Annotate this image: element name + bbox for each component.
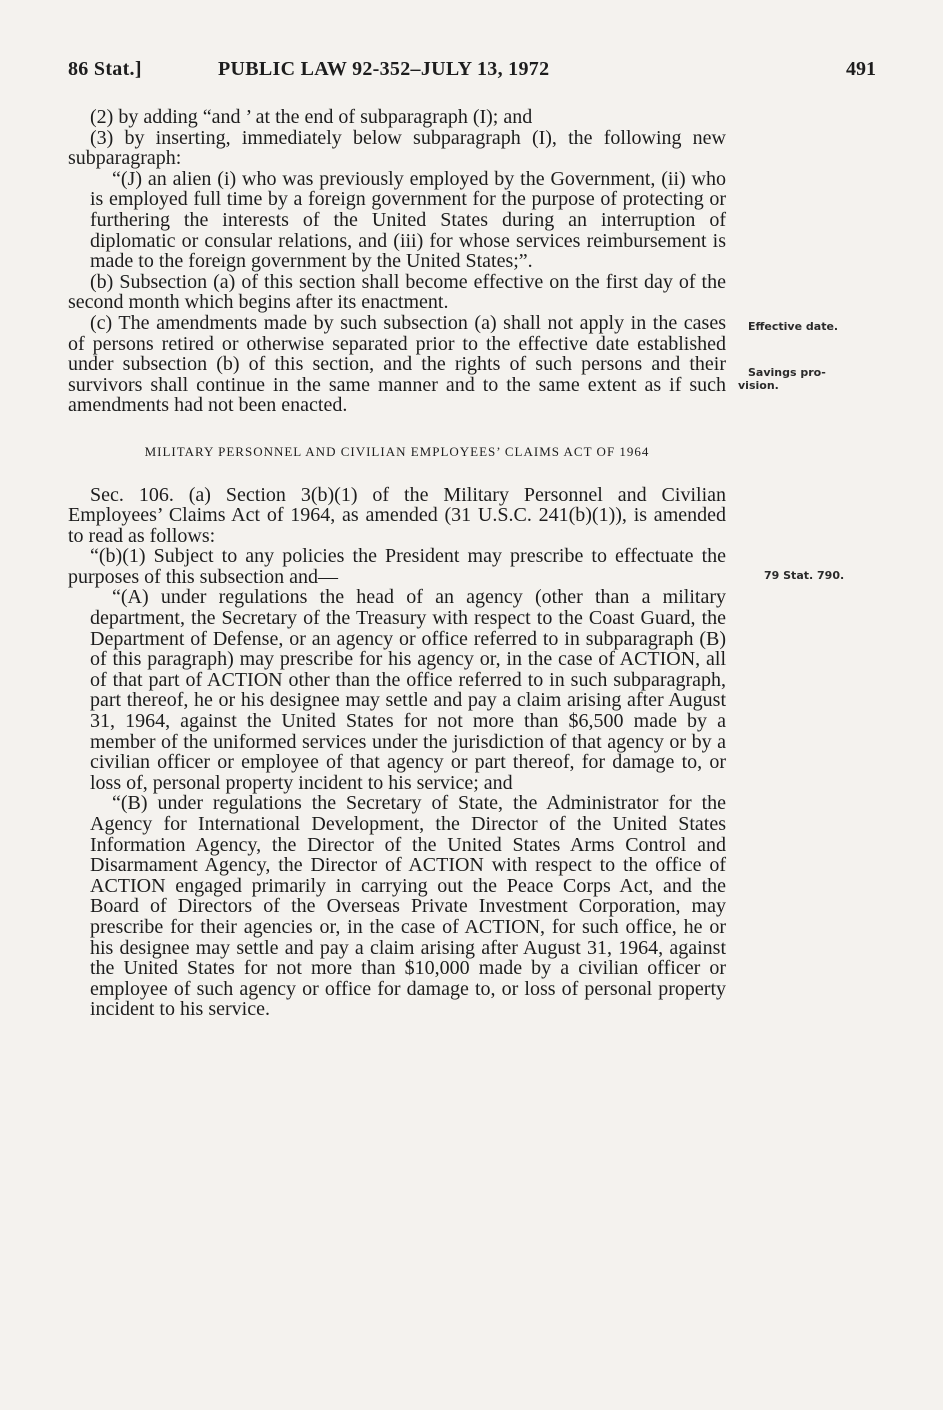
section-heading: MILITARY PERSONNEL AND CIVILIAN EMPLOYEES’ CLAIMS ACT OF 1964 xyxy=(144,443,650,459)
savings-provision-note xyxy=(738,366,826,392)
savings-provision-line1: Savings pro- xyxy=(748,366,826,379)
subparagraph-b: “(B) under regulations the Secretary of State, the Administrator for the Agency for International Development, the Director of the United States Information Agency, the Director of the United States Arms Control and Disarmament Agency, the Director of ACTION with respect to the office of ACTION engaged primarily in carrying out the Peace Corps Act, and the Board of Directors of the Overseas Private Investment Corporation, may prescribe for their agencies or, in the case of ACTION, for such office, he or his designee may settle and pay a claim arising after August 31, 1964, against the United States for not more than $10,000 made by a civilian officer or employee of such agency or office for damage to, or loss of personal property incident to his service. xyxy=(90,792,726,1021)
subparagraph-j: “(J) an alien (i) who was previously employed by the Government, (ii) who is employed full time by a foreign government for the purpose of protecting or furthering the interests of the United States during an interruption of diplomatic or consular relations, and (iii) for whose services reimbursement is made to the foreign government by the United States;”. xyxy=(90,167,726,273)
body-text xyxy=(68,107,726,1020)
subsection-c: (c) The amendments made by such subsection (a) shall not apply in the cases of persons retired or otherwise separated prior to the effective date established under subsection (b) of this section, and the rights of such persons and their survivors shall continue in the same manner and to the same extent as if such amendments had not been enacted. xyxy=(68,311,726,417)
quoted-b1: “(b)(1) Subject to any policies the President may prescribe to effectuate the purposes of this subsection and— xyxy=(68,545,726,588)
law-title: PUBLIC LAW 92-352–JULY 13, 1972 xyxy=(218,58,550,80)
statute-volume: 86 Stat.] xyxy=(68,58,142,80)
stat-reference-note: 79 Stat. 790. xyxy=(764,569,845,582)
subsection-b: (b) Subsection (a) of this section shall become effective on the first day of the second month which begins after its enactment. xyxy=(68,270,726,314)
savings-provision-line2: vision. xyxy=(738,379,779,392)
page-number: 491 xyxy=(846,58,876,80)
subparagraph-a: “(A) under regulations the head of an agency (other than a military department, the Secretary of the Treasury with respect to the Coast Guard, the Department of Defense, or an agency or office referred to in subparagraph (B) of this paragraph) may prescribe for his agency or, in the case of ACTION, all of that part of ACTION other than the office referred to in such subparagraph, part thereof, he or his designee may settle and pay a claim arising after August 31, 1964, against the United States for not more than $6,500 made by a member of the uniformed services under the jurisdiction of that agency or by a civilian officer or employee of that agency or part thereof, for damage to, or loss of, personal property incident to his service; and xyxy=(90,586,726,794)
effective-date-note: Effective date. xyxy=(748,320,839,333)
paragraph-3: (3) by inserting, immediately below subparagraph (I), the following new subparagraph: xyxy=(68,126,726,170)
section-106: Sec. 106. (a) Section 3(b)(1) of the Military Personnel and Civilian Employees’ Claims Act of 1964, as amended (31 U.S.C. 241(b)(1)), is amended to read as follows: xyxy=(68,483,726,547)
page-header xyxy=(68,58,876,88)
paragraph-2: (2) by adding “and ’ at the end of subparagraph (I); and xyxy=(90,106,533,128)
